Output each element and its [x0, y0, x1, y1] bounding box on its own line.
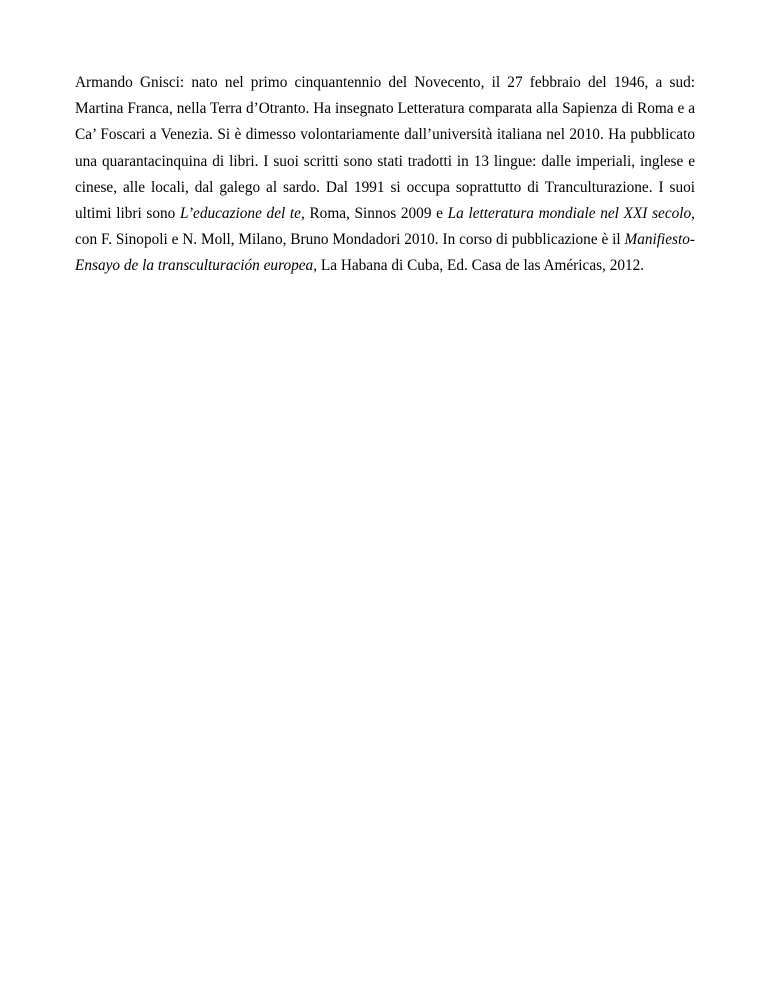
- book-title-educazione: L’educazione del te: [180, 205, 301, 223]
- bio-text-publisher-1: , Roma, Sinnos 2009 e: [300, 205, 448, 223]
- book-title-manifiesto: Manifiesto-Ensayo de la transculturación europea,: [75, 231, 695, 275]
- bio-text-intro: Armando Gnisci: nato nel primo cinquantennio del Novecento, il 27 febbraio del 1946, a sud: Martina Franca, nella Terra d’Otranto. Ha insegnato Letteratura comparata alla Sapienza di Roma e a Ca’ Foscari a Venezia. Si è dimesso volontariamente dall’università italiana nel 2010. Ha pubblicato una quarantacinquina di libri. I suoi scritti sono stati tradotti in 13 lingue: dalle imperiali, inglese e cinese, alle locali, dal galego al sardo. Dal 1991 si occupa soprattutto di Tranculturazione. I suoi ultimi libri sono: [75, 74, 695, 223]
- author-bio-paragraph: [75, 70, 695, 280]
- bio-text-publisher-2: , con F. Sinopoli e N. Moll, Milano, Bruno Mondadori 2010. In corso di pubblicazione è il: [75, 205, 695, 249]
- book-title-letteratura-mondiale: La letteratura mondiale nel XXI secolo: [447, 205, 692, 223]
- bio-text-publisher-3: La Habana di Cuba, Ed. Casa de las Américas, 2012.: [317, 257, 645, 275]
